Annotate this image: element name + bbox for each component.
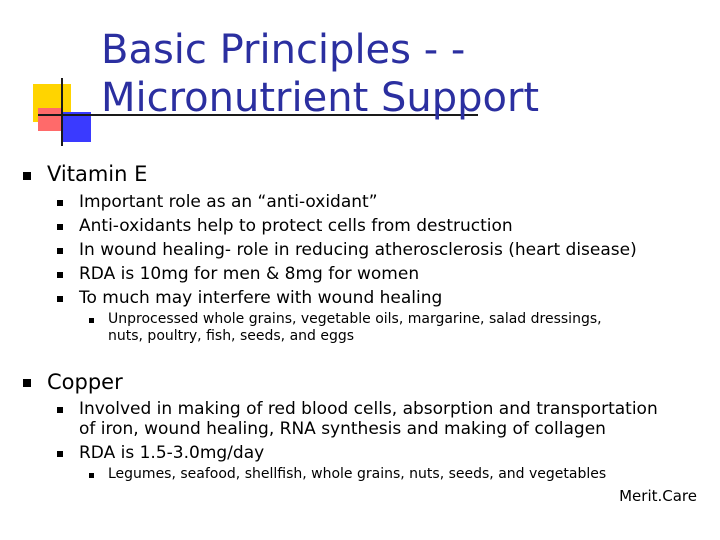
slide-title-line-1: Basic Principles - - — [101, 27, 466, 73]
square-bullet-icon — [57, 224, 63, 230]
decor-blue-square — [61, 112, 91, 142]
square-bullet-icon — [57, 451, 63, 457]
section-heading-copper: Copper — [47, 370, 123, 394]
list-item: Important role as an “anti-oxidant” — [79, 192, 378, 212]
square-bullet-icon — [57, 200, 63, 206]
footer-brand: Merit.Care — [619, 487, 697, 505]
square-bullet-icon — [57, 248, 63, 254]
sub-list-item-line-2: nuts, poultry, fish, seeds, and eggs — [108, 328, 355, 344]
slide-title — [101, 26, 539, 122]
square-bullet-icon — [57, 272, 63, 278]
square-bullet-icon — [23, 379, 31, 387]
decor-red-square — [38, 108, 61, 131]
square-bullet-icon — [89, 318, 94, 323]
square-bullet-icon — [57, 296, 63, 302]
list-item: To much may interfere with wound healing — [79, 288, 443, 308]
list-item: In wound healing- role in reducing atherosclerosis (heart disease) — [79, 240, 637, 260]
list-item-line-1: Involved in making of red blood cells, absorption and transportation — [79, 399, 658, 419]
decor-vertical-line — [61, 78, 63, 146]
sub-list-item: Legumes, seafood, shellfish, whole grains, nuts, seeds, and vegetables — [108, 466, 607, 482]
slide-title-line-2: Micronutrient Support — [101, 75, 540, 121]
list-item: RDA is 10mg for men & 8mg for women — [79, 264, 420, 284]
section-heading-vitamin-e: Vitamin E — [47, 162, 148, 186]
sub-list-item-line-1: Unprocessed whole grains, vegetable oils, margarine, salad dressings, — [108, 311, 602, 327]
list-item-line-2: of iron, wound healing, RNA synthesis and making of collagen — [79, 419, 606, 439]
list-item: Anti-oxidants help to protect cells from destruction — [79, 216, 513, 236]
square-bullet-icon — [57, 407, 63, 413]
list-item: RDA is 1.5-3.0mg/day — [79, 443, 265, 463]
square-bullet-icon — [89, 473, 94, 478]
square-bullet-icon — [23, 172, 31, 180]
